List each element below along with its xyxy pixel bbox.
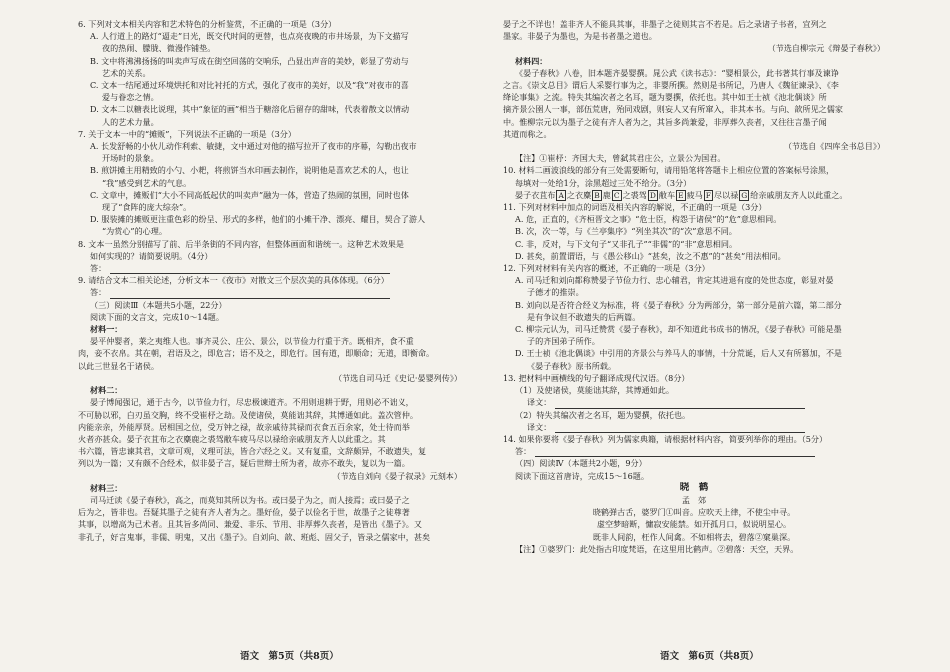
answer-label: 答： (90, 287, 107, 298)
text-line: 每填对一处给1分，涂黑超过三处不给分。（3分） (515, 177, 692, 188)
material-heading: 材料三： (90, 482, 123, 493)
segment-text: 晏子衣苴布 (515, 189, 556, 200)
poem-line: 虚空梦暗断，慵寂安能禁。如开孤月口，似说明星心。 (596, 519, 792, 530)
passage-line: 以此三世显名于诸侯。 (78, 360, 159, 371)
segment-text: 疲马 (686, 189, 703, 200)
text-line: 开场时的景象。 (102, 153, 159, 164)
segment-text: 鹿 (602, 189, 611, 200)
text-line: 爱与眷恋之情。 (102, 92, 159, 103)
passage-line: 中。惟柳宗元以为墨子之徒有齐人者为之，其旨多尚兼爱，非厚葬久丧者，又往往言墨子闻 (503, 116, 827, 127)
q12-option-a: A. 司马迁和刘向都称赞晏子节俭力行、忠心辅君，肯定其进退有度的处世态度，彰显对晏 (515, 275, 834, 286)
q10-stem: 10. 材料二画波浪线的部分有三处需要断句，请用铅笔将答题卡上相应位置的答案标号涂黑， (503, 165, 835, 176)
q11-stem: 11. 下列对材料中加点的词语及相关内容的解说，不正确的一项是（3分） (503, 202, 767, 213)
passage-line: 内能亲亲，外能厚贤。居相国之位，受万钟之禄，故亲戚待其禄而衣食五百余家，处士待而举 (78, 421, 410, 432)
page-footer-left: 语文 第5页（共8页） (240, 651, 339, 662)
passage-line: 《晏子春秋》八卷，旧本题齐晏婴撰。晁公武《读书志》：“婴相景公，此书著其行事及谏诤 (515, 67, 839, 78)
text-line: 如何实现的？请简要说明。（4分） (90, 250, 213, 261)
q14-answer-line[interactable] (503, 445, 885, 457)
q13-stem: 13. 把材料中画横线的句子翻译成现代汉语。（8分） (503, 372, 690, 383)
passage-line: 摘齐景公圉人一事，部伍荒唐，殆同戏剧，则妄人又有所窜入，非其本书。与向、歆所见之儒家 (503, 104, 843, 115)
translation-answer-line[interactable] (503, 396, 885, 408)
q12-stem: 12. 下列对材料有关内容的概述，不正确的一项是（3分） (503, 263, 710, 274)
q12-option-d: D. 王士祯《池北偶谈》中引用的齐景公与养马人的事情，十分荒诞，后人又有所篡加，不是 (515, 348, 843, 359)
material-heading: 材料一： (90, 324, 123, 335)
q10-segment-row (503, 189, 885, 201)
passage-line: 非孔子，好言鬼事，非儒、明鬼，又出《墨子》。自刘向、歆、班彪、固父子，皆录之儒家中，甚矣 (78, 531, 431, 542)
passage-line: 书六篇，皆忠谏其君，文章可观，义理可法，皆合六经之义。又有复重，文辞颇异，不敢遗失，复 (78, 446, 427, 457)
q9-answer-line[interactable] (78, 286, 462, 298)
passage-line: 不可胁以邪，白刃虽交胸，终不受崔杼之劫。及使诸侯，莫能诎其辞，其博通如此。盖次管仲。 (78, 409, 418, 420)
passage-line: 晏平仲婴者，莱之夷维人也。事齐灵公、庄公、景公，以节俭力行重于齐。既相齐，食不重 (90, 336, 414, 347)
passage-line: 列以为一篇；又有颇不合经术，似非晏子言，疑后世辩士所为者，故亦不敢失，复以为一篇。 (78, 458, 410, 469)
section-instruction: 阅读下面的文言文，完成10～14题。 (90, 311, 224, 322)
option-box-c[interactable]: C (613, 190, 620, 200)
poem-author: 孟 郊 (681, 494, 707, 505)
q11-option-d: D. 甚矣，前置谓语，与《愚公移山》“甚矣，汝之不惠”的“甚矣”用法相同。 (515, 250, 786, 261)
q6-stem: 6. 下列对文本相关内容和艺术特色的分析鉴赏，不正确的一项是（3分） (78, 19, 337, 29)
answer-label: 译文： (527, 421, 552, 432)
answer-label: 答： (515, 446, 532, 457)
q14-stem: 14. 如果你要将《晏子春秋》列为儒家典籍，请根据材料内容，简要列举你的理由。（5分） (503, 433, 828, 444)
text-line: 艺术的关系。 (102, 67, 151, 78)
option-box-a[interactable]: A (558, 190, 564, 200)
section-instruction: 阅读下面这首唐诗，完成15～16题。 (515, 470, 649, 481)
passage-line: 司马迁读《晏子春秋》，高之，而莫知其所以为书。或曰晏子为之，而人接焉；或曰晏子之 (90, 494, 410, 505)
source-citation: （节选自《四库全书总目》） (783, 141, 885, 152)
option-box-f[interactable]: F (705, 190, 711, 200)
source-citation: （节选自刘向《晏子叙录》元刻本） (332, 470, 462, 481)
poem-line: 既非人间韵，枉作人间禽。不如相将去，碧落②窠巢深。 (592, 531, 796, 542)
q7-option-c: C. 文章中，摊贩们“大小不同高低起伏的叫卖声”融为一体，营造了热闹的氛围，同时也体 (90, 189, 409, 200)
option-box-e[interactable]: E (678, 190, 684, 200)
answer-label: 译文： (527, 397, 552, 408)
q11-option-b: B. 次，次一等，与《兰亭集序》“列坐其次”的“次”意思不同。 (515, 226, 737, 237)
answer-label: 答： (90, 263, 107, 274)
q11-option-a: A. 危，正直的，《齐桓晋文之事》“危士臣，构怨于诸侯”的“危”意思相同。 (515, 214, 782, 225)
segment-text: 友齐人以此重之。 (782, 189, 848, 200)
segment-text: 之裘驾 (622, 189, 647, 200)
q13-sentence-2: （2）特失其编次者之名耳，题为婴撰，依托也。 (515, 409, 691, 420)
q9-stem: 9. 请结合文本二相关论述，分析文本一《夜市》对散文三个层次美的具体体现。（6分） (78, 275, 389, 286)
option-box-b[interactable]: B (594, 190, 600, 200)
q7-stem: 7. 关于文本一中的“摊贩”，下列说法不正确的一项是（3分） (78, 128, 296, 139)
text-line: “为赏心”的心理。 (102, 226, 167, 237)
q13-sentence-1: （1）及使诸侯，莫能诎其辞，其博通如此。 (515, 385, 674, 396)
text-line: 人的艺术力量。 (102, 116, 159, 127)
page-footer-right: 语文 第6页（共8页） (660, 651, 759, 662)
passage-line: 其道而称之。 (503, 128, 552, 139)
passage-line: 绛论事集》之流。特失其编次者之名耳，题为婴撰，依托也。其中如王士祯《池北偶谈》所 (503, 92, 827, 103)
passage-line: 火者亦甚众。晏子衣苴布之衣麋鹿之裘驾敝车疲马尽以禄给亲戚朋友齐人以此重之。其 (78, 433, 386, 444)
text-line: 《晏子春秋》原书所载。 (527, 360, 617, 371)
segment-text: 尽以禄 (714, 189, 739, 200)
passage-line: 墨家。非晏子为墨也，为是书者墨之道也。 (503, 31, 657, 42)
text-line: 现了“食阵的庞大综杂”。 (102, 202, 192, 213)
passage-line: 肉，妾不衣帛。其在朝，君语及之，即危言；语不及之，即危行。国有道，即顺命；无道，即衡命。 (78, 348, 435, 359)
text-line: 是有争议但不敢遗失的后两篇。 (527, 311, 641, 322)
passage-line: 晏子博闻强记，通于古今，以节俭力行，尽忠极谏道齐。不用则退耕于野，用则必不诎义， (90, 397, 414, 408)
q6-option-b: B. 文中将沸沸扬扬的叫卖声写成在街空回荡的交响乐，凸显出声音的美妙，彰显了劳动与 (90, 55, 409, 66)
passage-line: 其事，以增高为己术者。且其旨多尚同、兼爱、非乐、节用、非厚葬久丧者，是皆出《墨子》。又 (78, 519, 422, 530)
segment-text: 敝车 (658, 189, 676, 200)
material-heading: 材料四： (515, 55, 548, 66)
q12-option-c: C. 柳宗元认为，司马迁赞赏《晏子春秋》，却不知道此书成书的情况，《晏子春秋》可能是墨 (515, 324, 842, 335)
option-box-g[interactable]: G (741, 190, 748, 200)
text-line: 子德才的推崇。 (527, 287, 584, 298)
q8-answer-line[interactable] (78, 262, 462, 274)
option-box-d[interactable]: D (649, 190, 656, 200)
passage-line: 晏子之不详也！盖非齐人不能具其事，非墨子之徒则其言不若是。后之录诸子书者，宜列之 (503, 19, 827, 29)
q6-option-c: C. 文本一结尾通过环境烘托和对比衬托的方式，强化了夜市的美好，以及“我”对夜市的喜 (90, 80, 409, 91)
translation-answer-line[interactable] (503, 421, 885, 433)
footnote: 【注】①崔杼：齐国大夫，曾弑其君庄公，立景公为国君。 (515, 153, 726, 164)
q12-option-b: B. 刘向以是否符合经义为标准，将《晏子春秋》分为两部分，第一部分是前六篇，第二部分 (515, 299, 842, 310)
q7-option-b: B. 煎饼摊主用精致的小勺、小耙，将煎饼当水印画去制作，说明他是喜欢艺术的人，也让 (90, 165, 409, 176)
q11-option-c: C. 非，反对，与下文句子“又非孔子”“非儒”的“非”意思相同。 (515, 238, 738, 249)
q6-option-d: D. 文本二以糖表比说理，其中“象征的画”相当于糖溶化后留存的甜味，代表着散文以情动 (90, 104, 410, 115)
text-line: “我”感受到艺术的气息。 (102, 177, 192, 188)
footnote: 【注】①婆罗门：此处指古印度梵语，在这里用比鹤声。②碧落：天空，天界。 (515, 543, 799, 554)
q8-stem: 8. 文本一虽然分别描写了前、后半条街的不同内容，但整体画面和谐统一。这种艺术效果是 (78, 238, 404, 249)
right-page (503, 18, 885, 642)
source-citation: （节选自司马迁《史记·晏婴列传》） (333, 372, 462, 383)
section-heading: （三）阅读Ⅲ（本题共5小题，22分） (90, 299, 227, 310)
text-line: 夜的热闹、朦胧、微漫作铺垫。 (102, 43, 216, 54)
text-line: 子的齐国弟子所作。 (527, 336, 600, 347)
passage-line: 之言。《崇文总目》谓后人采婴行事为之，非婴所撰。然则是书所记，乃唐人《魏征谏录》、《李 (503, 80, 839, 91)
q6-option-a: A. 人行道上的路灯“逼走”日光，既交代时间的更替，也点亮夜晚的市井场景，为下文描写 (90, 31, 409, 42)
material-heading: 材料二： (90, 385, 123, 396)
poem-title: 晓 鹤 (679, 481, 709, 493)
segment-text: 给亲戚朋 (750, 189, 783, 200)
segment-text: 之衣麋 (566, 189, 592, 200)
q7-option-d: D. 服装摊的摊贩更注重色彩的纷呈、形式的多样，他们的小摊干净、漂亮、耀目，契合了游人 (90, 214, 426, 225)
passage-line: 后为之，皆非也。吾疑其墨子之徒有齐人者为之。墨好俭，晏子以俭名于世，故墨子之徒尊著 (78, 507, 410, 518)
poem-line: 晓鹤弹古舌，婆罗门①叫音。应吹天上律，不使尘中寻。 (592, 507, 796, 518)
section-heading: （四）阅读Ⅳ（本题共2小题，9分） (515, 458, 647, 469)
left-page (78, 18, 462, 642)
source-citation: （节选自柳宗元《辩晏子春秋》） (767, 43, 885, 54)
q7-option-a: A. 长发舒畅的小伙儿动作利索、敏捷，文中通过对他的描写拉开了夜市的序幕，勾勒出夜市 (90, 141, 417, 152)
